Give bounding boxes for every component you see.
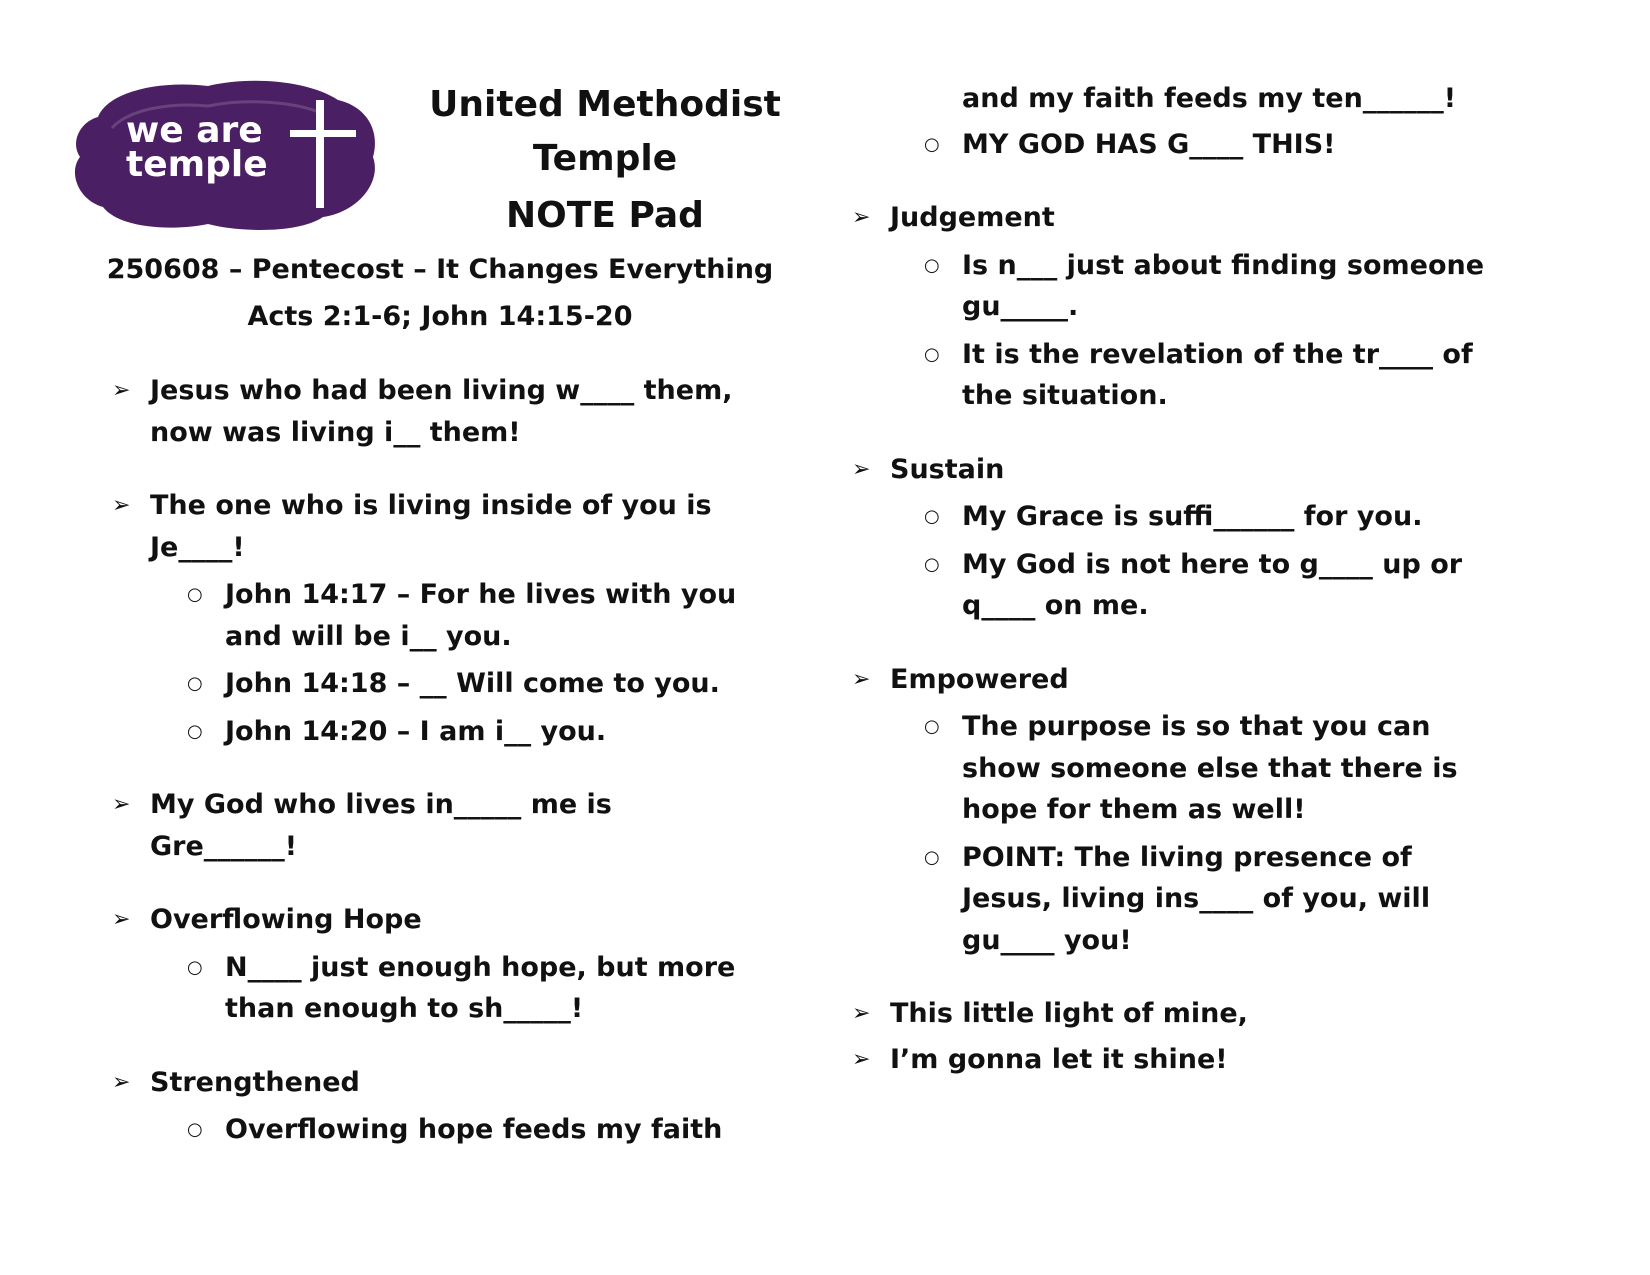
point-overflowing-hope: ➢ Overflowing Hope [112, 899, 802, 941]
subpoint-john-14-18: ○ John 14:18 – __ Will come to you. [187, 663, 802, 705]
subpoint-point-living-presence: ○ POINT: The living presence of Jesus, living ins____ of you, will gu____ you! [924, 837, 1586, 962]
church-name: United Methodist [429, 84, 781, 125]
point-little-light: ➢ This little light of mine, [852, 993, 1586, 1035]
notes-left-column [112, 370, 802, 1151]
notes-right-column [890, 78, 1586, 1080]
point-living-inside: ➢ The one who is living inside of you is Je____! [112, 485, 802, 568]
point-judgement: ➢ Judgement [852, 197, 1586, 239]
sermon-title: 250608 – Pentecost – It Changes Everything [106, 254, 774, 285]
subpoint-god-has-this: ○ MY GOD HAS G____ THIS! [924, 124, 1586, 166]
we-are-temple-logo [68, 72, 384, 242]
scripture-reference: Acts 2:1-6; John 14:15-20 [247, 301, 633, 332]
svg-text:temple: temple [126, 144, 268, 185]
point-god-is-great: ➢ My God who lives in_____ me is Gre______! [112, 784, 802, 867]
logo-cloud-cross-icon [68, 72, 384, 242]
subpoint-revelation: ○ It is the revelation of the tr____ of the situation. [924, 334, 1586, 417]
page-header [405, 78, 805, 244]
point-strengthened: ➢ Strengthened [112, 1062, 802, 1104]
subpoint-hope-feeds-faith: ○ Overflowing hope feeds my faith [187, 1109, 802, 1151]
church-name-temple: Temple [532, 138, 678, 179]
subpoint-finding-someone: ○ Is n___ just about finding someone gu_____. [924, 245, 1586, 328]
subpoint-grace-sufficient: ○ My Grace is suffi______ for you. [924, 496, 1586, 538]
subpoint-purpose: ○ The purpose is so that you can show someone else that there is hope for them as well! [924, 706, 1586, 831]
subpoint-john-14-17: ○ John 14:17 – For he lives with you and will be i__ you. [187, 574, 802, 657]
page-title: NOTE Pad [506, 195, 704, 236]
point-let-it-shine: ➢ I’m gonna let it shine! [852, 1039, 1586, 1081]
point-empowered: ➢ Empowered [852, 659, 1586, 701]
continued-faith-feeds: and my faith feeds my ten______! [962, 83, 1457, 114]
subpoint-god-not-give-up: ○ My God is not here to g____ up or q____ on me. [924, 544, 1586, 627]
point-living-in-them: ➢ Jesus who had been living w____ them, now was living i__ them! [112, 370, 802, 453]
svg-text:we are: we are [126, 110, 263, 151]
subpoint-enough-hope: ○ N____ just enough hope, but more than enough to sh_____! [187, 947, 802, 1030]
point-sustain: ➢ Sustain [852, 449, 1586, 491]
subpoint-john-14-20: ○ John 14:20 – I am i__ you. [187, 711, 802, 753]
